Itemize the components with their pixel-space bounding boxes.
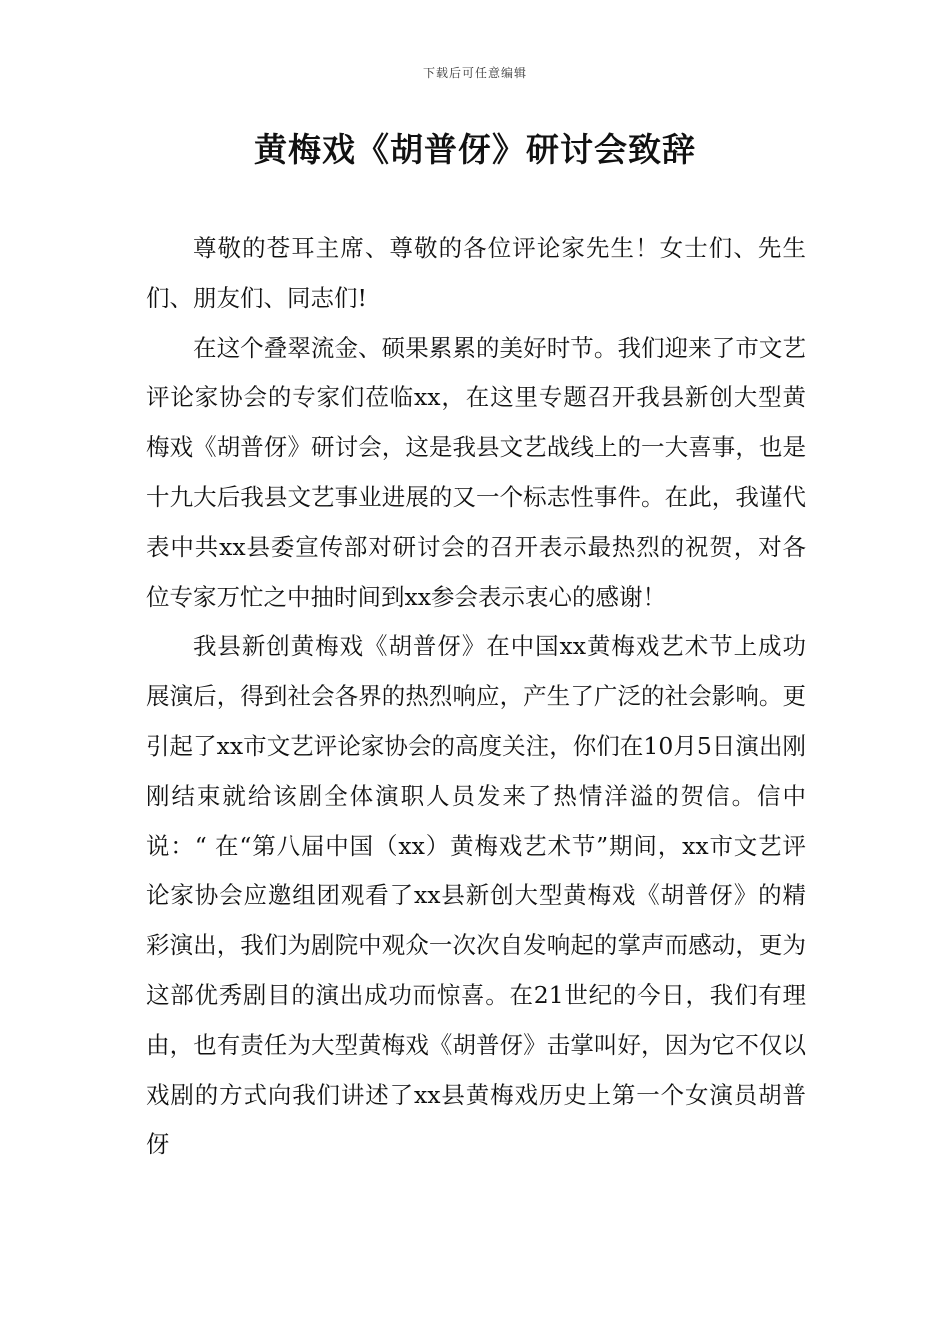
document-title: 黄梅戏《胡普伢》研讨会致辞 <box>254 130 696 169</box>
paragraph-salutation: 尊敬的苍耳主席、尊敬的各位评论家先生！女士们、先生们、朋友们、同志们! <box>146 234 806 312</box>
paragraph-opening: 在这个叠翠流金、硕果累累的美好时节。我们迎来了市文艺评论家协会的专家们莅临xx，在这里专题召开我县新创大型黄梅戏《胡普伢》研讨会，这是我县文艺战线上的一大喜事，也是十九大后我县文艺事业进展的又一个标志性事件。在此，我谨代表中共xx县委宣传部对研讨会的召开表示最热烈的祝贺，对各位专家万忙之中抽时间到xx参会表示衷心的感谢！ <box>146 333 806 611</box>
paragraph-background: 我县新创黄梅戏《胡普伢》在中国xx黄梅戏艺术节上成功展演后，得到社会各界的热烈响应，产生了广泛的社会影响。更引起了xx市文艺评论家协会的高度关注，你们在10月5日演出刚刚结束就给该剧全体演职人员发来了热情洋溢的贺信。信中说：“ 在“第八届中国（xx）黄梅戏艺术节”期间，xx市文艺评论家协会应邀组团观看了xx县新创大型黄梅戏《胡普伢》的精彩演出，我们为剧院中观众一次次自发响起的掌声而感动，更为这部优秀剧目的演出成功而惊喜。在21世纪的今日，我们有理由，也有责任为大型黄梅戏《胡普伢》击掌叫好，因为它不仅以戏剧的方式向我们讲述了xx县黄梅戏历史上第一个女演员胡普伢 <box>146 632 806 1159</box>
document-body <box>146 224 806 1170</box>
header-note: 下载后可任意编辑 <box>422 66 527 80</box>
